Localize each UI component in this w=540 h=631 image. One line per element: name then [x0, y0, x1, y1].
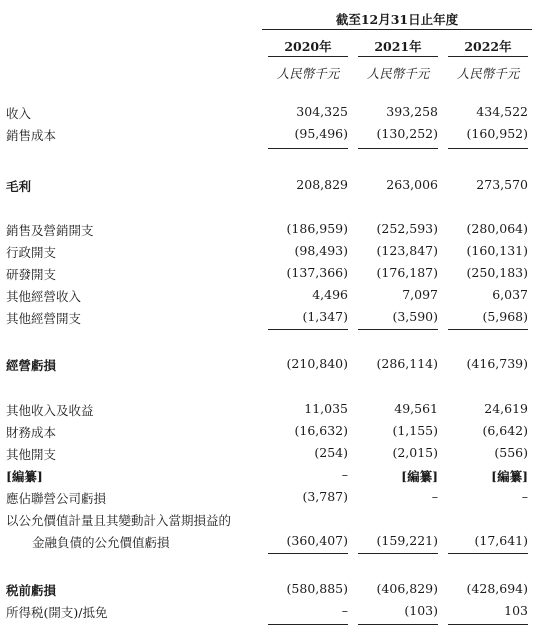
row-label: 税前虧損 — [6, 583, 57, 598]
subtotal-rule — [268, 624, 348, 625]
row-selling-expenses — [0, 221, 540, 239]
value-2020: (1,347) — [302, 309, 348, 324]
row-revenue — [0, 104, 540, 122]
value-2020: (360,407) — [286, 533, 348, 548]
row-label: 銷售成本 — [6, 128, 57, 143]
value-2021: (2,015) — [392, 445, 438, 460]
row-finance-costs — [0, 423, 540, 441]
row-other-expenses — [0, 445, 540, 463]
row-label: 其他經營開支 — [6, 311, 82, 326]
value-2020: (210,840) — [286, 356, 348, 371]
subtotal-rule — [358, 329, 438, 330]
value-2022: (416,739) — [466, 356, 528, 371]
value-2022: (6,642) — [482, 423, 528, 438]
row-cost-of-sales — [0, 126, 540, 144]
value-2021: 263,006 — [386, 177, 438, 192]
unit-label-2021: 人民幣千元 — [366, 66, 430, 81]
row-label: 收入 — [6, 106, 32, 121]
value-2021: (406,829) — [376, 581, 438, 596]
row-label: 其他經營收入 — [6, 289, 82, 304]
value-2022: (280,064) — [466, 221, 528, 236]
subtotal-rule — [358, 624, 438, 625]
row-label: 其他開支 — [6, 447, 57, 462]
period-rule — [262, 29, 532, 30]
unit-label-2022: 人民幣千元 — [456, 66, 520, 81]
value-2021: 49,561 — [394, 401, 438, 416]
subtotal-rule — [448, 553, 528, 554]
value-2022: 434,522 — [476, 104, 528, 119]
value-2020: 208,829 — [296, 177, 348, 192]
value-2022: (5,968) — [482, 309, 528, 324]
row-label: 行政開支 — [6, 245, 57, 260]
subtotal-rule — [358, 148, 438, 149]
value-2021: (103) — [404, 603, 438, 618]
row-other-income-gains — [0, 401, 540, 419]
value-2020: (137,366) — [286, 265, 348, 280]
value-2020: (16,632) — [294, 423, 348, 438]
value-2021: – — [431, 489, 438, 504]
row-share-of-associate-losses — [0, 489, 540, 507]
value-2021: (123,847) — [376, 243, 438, 258]
year-header-2021: 2021年 — [374, 39, 422, 54]
value-2020: – — [341, 603, 348, 618]
value-2020: (186,959) — [286, 221, 348, 236]
value-2020: – — [341, 467, 348, 482]
row-other-operating-income — [0, 287, 540, 305]
value-2022: 24,619 — [484, 401, 528, 416]
subtotal-rule — [448, 148, 528, 149]
value-2021: (3,590) — [392, 309, 438, 324]
row-income-tax — [0, 603, 540, 621]
row-rnd-expenses — [0, 265, 540, 283]
period-header: 截至12月31日止年度 — [335, 12, 459, 27]
row-admin-expenses — [0, 243, 540, 261]
value-2020: 11,035 — [304, 401, 348, 416]
subtotal-rule — [448, 329, 528, 330]
value-2020: (3,787) — [302, 489, 348, 504]
subtotal-rule — [358, 553, 438, 554]
subtotal-rule — [268, 553, 348, 554]
row-label: 金融負債的公允價值虧損 — [32, 535, 170, 550]
value-2021: (176,187) — [376, 265, 438, 280]
value-2021: (286,114) — [376, 356, 438, 371]
row-redacted — [0, 467, 540, 485]
value-2020: 4,496 — [312, 287, 348, 302]
value-2020: (580,885) — [286, 581, 348, 596]
year-rule — [358, 56, 438, 57]
value-2021: (1,155) — [392, 423, 438, 438]
value-2021: [編纂] — [401, 469, 438, 484]
value-2022: [編纂] — [491, 469, 528, 484]
year-rule — [268, 56, 348, 57]
value-2020: (98,493) — [294, 243, 348, 258]
value-2020: 304,325 — [296, 104, 348, 119]
value-2022: (160,131) — [466, 243, 528, 258]
year-header-2022: 2022年 — [464, 39, 512, 54]
row-label: 經營虧損 — [6, 358, 57, 373]
value-2022: (428,694) — [466, 581, 528, 596]
subtotal-rule — [268, 148, 348, 149]
subtotal-rule — [268, 329, 348, 330]
value-2022: (250,183) — [466, 265, 528, 280]
value-2022: 273,570 — [476, 177, 528, 192]
value-2022: 103 — [504, 603, 528, 618]
row-operating-loss — [0, 356, 540, 374]
value-2022: 6,037 — [492, 287, 528, 302]
row-label: 所得税(開支)/抵免 — [6, 605, 108, 620]
value-2021: 7,097 — [402, 287, 438, 302]
value-2020: (95,496) — [294, 126, 348, 141]
value-2021: (159,221) — [376, 533, 438, 548]
year-header-2020: 2020年 — [284, 39, 332, 54]
row-fvtpl-loss — [0, 533, 540, 551]
value-2022: – — [521, 489, 528, 504]
value-2021: 393,258 — [386, 104, 438, 119]
row-label: 財務成本 — [6, 425, 57, 440]
row-label: 應佔聯營公司虧損 — [6, 491, 107, 506]
row-gross-profit — [0, 177, 540, 195]
value-2021: (252,593) — [376, 221, 438, 236]
subtotal-rule — [448, 624, 528, 625]
year-rule — [448, 56, 528, 57]
value-2022: (160,952) — [466, 126, 528, 141]
value-2022: (556) — [494, 445, 528, 460]
row-loss-before-tax — [0, 581, 540, 599]
row-label: 毛利 — [6, 179, 32, 194]
row-label: 以公允價值計量且其變動計入當期損益的 — [6, 513, 232, 528]
row-label: [編纂] — [6, 469, 43, 484]
value-2020: (254) — [314, 445, 348, 460]
row-label: 研發開支 — [6, 267, 57, 282]
row-label: 銷售及營銷開支 — [6, 223, 94, 238]
row-fvtpl-line1 — [0, 511, 540, 529]
unit-label-2020: 人民幣千元 — [276, 66, 340, 81]
row-other-operating-expenses — [0, 309, 540, 327]
value-2022: (17,641) — [474, 533, 528, 548]
row-label: 其他收入及收益 — [6, 403, 94, 418]
value-2021: (130,252) — [376, 126, 438, 141]
